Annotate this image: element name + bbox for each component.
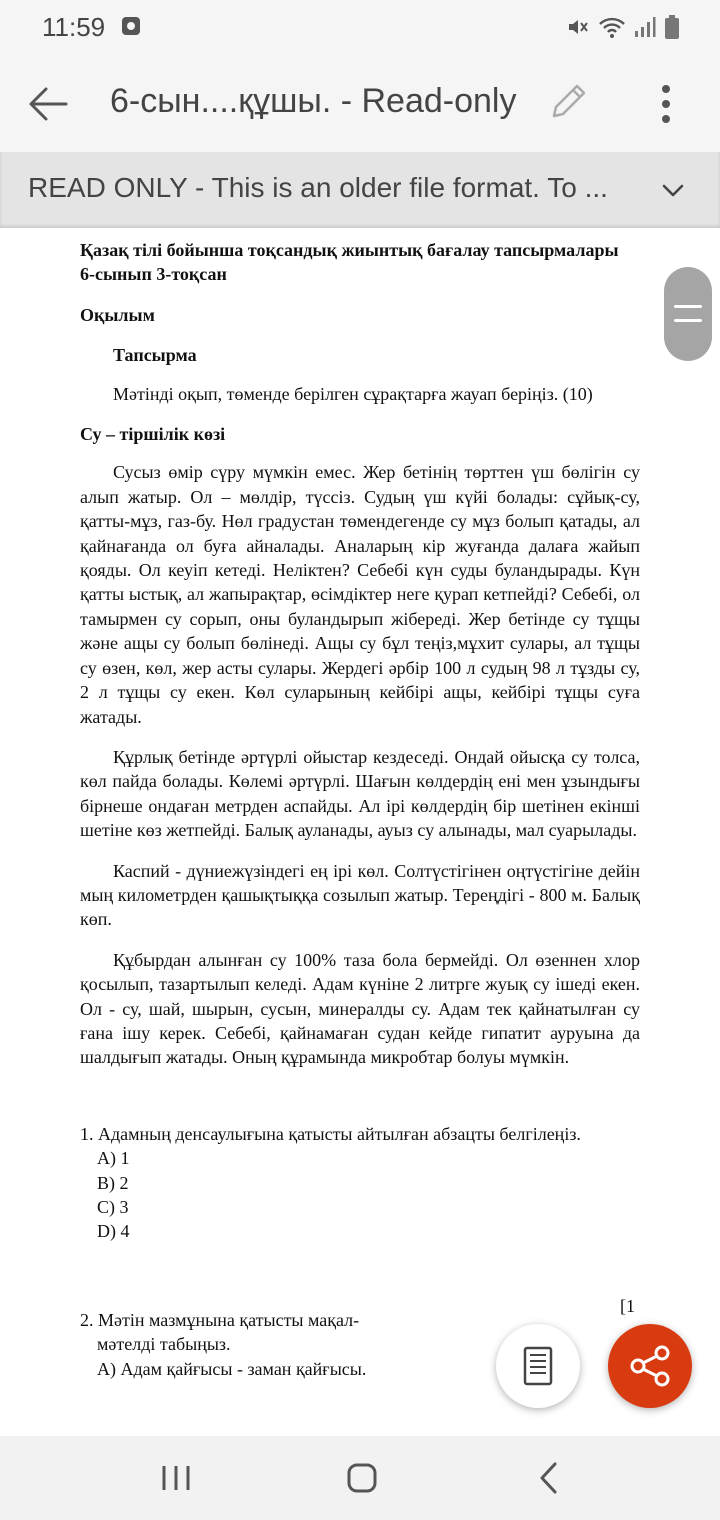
question-1-option: D) 4	[97, 1221, 130, 1242]
recent-apps-button[interactable]	[156, 1458, 196, 1498]
paragraph-3: Каспий - дүниежүзіндегі ең ірі көл. Солтүстігінен оңтүстігіне дейін мың километрден қашықтыққа созылып жатыр. Тереңдігі - 800 м. Балық көп.	[80, 860, 640, 930]
document-page	[80, 238, 640, 1381]
arrow-left-icon	[22, 78, 74, 130]
app-bar	[0, 56, 720, 152]
wifi-icon	[598, 15, 626, 39]
question-2-line1: 2. Мәтін мазмұнына қатысты мақал-	[80, 1309, 360, 1330]
share-button[interactable]	[608, 1324, 692, 1408]
banner-expand-button[interactable]	[660, 178, 686, 204]
task-label: Тапсырма	[113, 345, 197, 366]
battery-icon	[664, 14, 680, 40]
status-bar	[0, 0, 720, 56]
question-1-option: C) 3	[97, 1197, 129, 1217]
status-icons	[566, 14, 680, 40]
status-time: 11:59	[42, 12, 106, 42]
section-title: Оқылым	[80, 304, 155, 325]
scroll-handle-grip	[674, 305, 702, 308]
question-1-option: A) 1	[97, 1148, 130, 1169]
question-2-line2: мәтелді табыңыз.	[97, 1334, 231, 1355]
recent-apps-icon	[156, 1458, 196, 1498]
share-icon	[608, 1324, 692, 1408]
edit-button[interactable]	[546, 80, 590, 124]
banner-text: READ ONLY - This is an older file format. To ...	[28, 172, 608, 203]
more-options-button[interactable]	[652, 82, 680, 126]
pencil-icon	[546, 80, 590, 124]
question-1-option: B) 2	[97, 1172, 129, 1193]
task-instruction: Мәтінді оқып, төменде берілген сұрақтарға жауап беріңіз. (10)	[113, 383, 593, 404]
paragraph-4: Құбырдан алынған су 100% таза бола бермейді. Ол өзеннен хлор қосылып, тазартылып келеді. Адам күніне 2 литрге жуық су ішеді екен. Ол - су, шай, шырын, сусын, минералды су. Адам тек қайнатылған су ғана ішу керек. Себебі, қайнамаған судан кейде гипатит ауруына да шалдығып жатады. Оның құрамында микробтар болуы мүмкін.	[80, 949, 640, 1068]
mute-icon	[566, 15, 590, 39]
nav-back-button[interactable]	[530, 1458, 570, 1498]
question-2-option-a: A) Адам қайғысы - заман қайғысы.	[97, 1358, 367, 1379]
home-icon	[342, 1458, 382, 1498]
doc-heading-line2: 6-сынып 3-тоқсан	[80, 264, 227, 285]
reading-view-button[interactable]	[496, 1324, 580, 1408]
mobile-view-icon	[496, 1324, 580, 1408]
paragraph-1: Сусыз өмір сүру мүмкін емес. Жер бетінің төрттен үш бөлігін су алып жатыр. Ол – мөлдір, түссіз. Судың үш күйі болады: сұйық-су, қатты-мұз, газ-бу. Нөл градустан төмендегенде су мұз болып қатады, ал қайнағанда ол буға айналады. Аналарың кір жуғанда далаға жайып қояды. Ол кеуіп кетеді. Неліктен? Себебі күн суды буландырады. Күн қатты ыстық, ал жапырақтар, өсімдіктер неге қурап кетпейді? Себебі, ол тамырмен су сорып, оны буландырып жібереді. Жер бетінде су тұщы және ащы су болып бөлінеді. Ащы су бұл теңіз,мұхит сулары, ал тұщы су өзен, көл, жер асты сулары. Жердегі әрбір 100 л судың 98 л тұзды су, 2 л тұщы су екен. Көл суларының кейбірі ащы, кейбірі тұщы суға жатады.	[80, 462, 640, 727]
chevron-left-icon	[530, 1458, 570, 1498]
scroll-handle[interactable]	[664, 267, 712, 361]
document-title: 6-сын....құшы. - Read-only	[110, 82, 517, 120]
more-vertical-icon	[652, 82, 680, 126]
system-nav-bar	[0, 1436, 720, 1520]
home-button[interactable]	[342, 1458, 382, 1498]
read-only-banner[interactable]	[0, 152, 720, 228]
doc-heading-line1: Қазақ тілі бойынша тоқсандық жиынтық бағалау тапсырмалары	[80, 240, 619, 260]
chevron-down-icon	[660, 178, 686, 204]
question-1-mark: [1	[620, 1296, 635, 1316]
back-button[interactable]	[22, 78, 74, 130]
scroll-handle-grip	[674, 319, 702, 322]
paragraph-2: Құрлық бетінде әртүрлі ойыстар кездеседі. Ондай ойысқа су толса, көл пайда болады. Көлемі әртүрлі. Шағын көлдердің ені мен ұзындығы бірнеше ондаған метрден аспайды. Ал ірі көлдердің бір шетінен екінші шетіне көз жетпейді. Балық ауланады, ауыз су алынады, мал суарылады.	[80, 746, 640, 841]
question-1: 1. Адамның денсаулығына қатысты айтылған абзацты белгілеңіз.	[80, 1123, 581, 1144]
notification-app-icon	[122, 17, 140, 35]
text-title: Су – тіршілік көзі	[80, 424, 226, 445]
signal-icon	[634, 15, 656, 39]
